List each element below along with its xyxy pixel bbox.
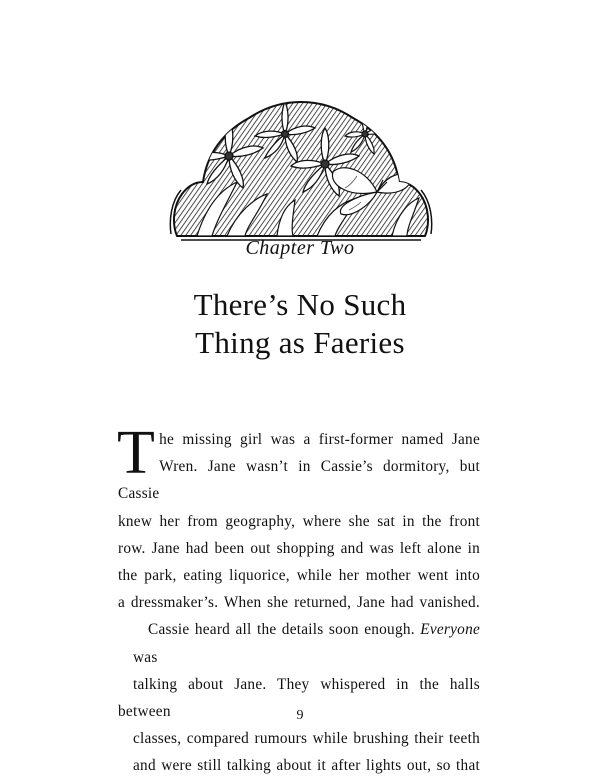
text-line: Cassie heard all the details soon enough. Everyone was bbox=[133, 621, 481, 666]
chapter-title-line-2: Thing as Faeries bbox=[195, 325, 405, 360]
emphasis: Everyone bbox=[420, 621, 481, 639]
text-line: classes, compared rumours while brushing their teeth bbox=[133, 730, 480, 748]
chapter-label: Chapter Two bbox=[245, 237, 355, 259]
paragraph-2 bbox=[118, 616, 480, 779]
page-number: 9 bbox=[296, 708, 304, 723]
chapter-body bbox=[117, 419, 481, 780]
chapter-title-line-1: There’s No Such bbox=[193, 287, 407, 322]
paragraph-1 bbox=[117, 419, 480, 616]
flower-butterfly-vignette bbox=[167, 94, 435, 244]
text-line: and were still talking about it after lights out, so that bbox=[133, 757, 480, 775]
text-line: the park, eating liquorice, while her mother went into bbox=[118, 567, 480, 585]
text-line: knew her from geography, where she sat in the front bbox=[118, 512, 480, 530]
drop-cap: T bbox=[117, 419, 156, 487]
text-line: Wren. Jane wasn’t in Cassie’s dormitory, but Cassie bbox=[118, 458, 480, 503]
text-line: talking about Jane. They whispered in the halls between bbox=[118, 675, 480, 721]
text-line: a dressmaker’s. When she returned, Jane had vanished. bbox=[118, 594, 480, 612]
text-line: row. Jane had been out shopping and was left alone in bbox=[118, 539, 480, 557]
text-line: he missing girl was a first-former named Jane bbox=[159, 431, 480, 448]
chapter-title bbox=[0, 286, 600, 362]
